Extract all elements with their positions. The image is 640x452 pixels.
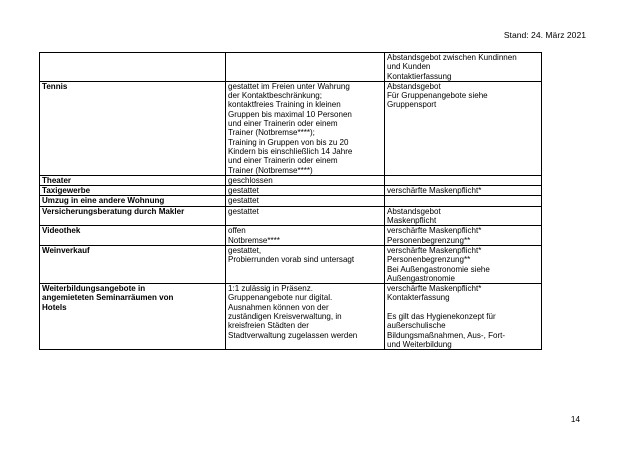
cell-text-line: Es gilt das Hygienekonzept für: [387, 312, 496, 322]
cell-text-line: Videothek: [42, 226, 81, 236]
cell-text-line: angemieteten Seminarräumen von: [42, 293, 174, 303]
table-row: [40, 245, 542, 283]
conditions-cell: [385, 186, 542, 196]
cell-text-line: Bei Außengastronomie siehe: [387, 264, 490, 274]
conditions-cell: [385, 284, 542, 350]
table-row: [40, 284, 542, 350]
permission-status-cell: [226, 175, 385, 185]
permission-status-cell: [226, 226, 385, 246]
table-row: [40, 196, 542, 206]
table-row: [40, 175, 542, 185]
table-row: [40, 81, 542, 175]
cell-text-line: Gruppenangebote nur digital.: [228, 293, 333, 303]
cell-text-line: außerschulische: [387, 321, 446, 331]
cell-text-line: Kontaktierfassung: [387, 71, 452, 81]
cell-text-line: Gruppensport: [387, 100, 437, 110]
conditions-cell: [385, 206, 542, 226]
cell-text-line: Bildungsmaßnahmen, Aus-, Fort-: [387, 330, 506, 340]
cell-text-line: Gruppen bis maximal 10 Personen: [228, 109, 352, 119]
measure-name-cell: [40, 196, 226, 206]
cell-text-line: Theater: [42, 175, 72, 185]
empty-cell-spacer: [387, 176, 539, 185]
conditions-cell: [385, 81, 542, 175]
cell-text-line: Personenbegrenzung**: [387, 255, 471, 265]
cell-text-line: Kindern bis einschließlich 14 Jahre: [228, 146, 353, 156]
table-row: [40, 53, 542, 82]
measure-name-cell: [40, 186, 226, 196]
permission-status-cell: [226, 245, 385, 283]
cell-text-line: Abstandsgebot: [387, 81, 441, 91]
cell-text-line: Maskenpflicht: [387, 216, 437, 226]
table-row: [40, 186, 542, 196]
empty-cell-spacer: [42, 53, 223, 62]
cell-text-line: Trainer (Notbremse****);: [228, 128, 315, 138]
cell-text-line: offen: [228, 226, 246, 236]
cell-text-line: gestattet: [228, 196, 259, 206]
regulations-table: [39, 52, 542, 350]
cell-text-line: Außengastronomie: [387, 273, 455, 283]
permission-status-cell: [226, 206, 385, 226]
cell-text-line: Für Gruppenangebote siehe: [387, 91, 488, 101]
cell-text-line: und einer Trainerin oder einem: [228, 119, 338, 129]
cell-text-line: Weinverkauf: [42, 245, 90, 255]
measure-name-cell: [40, 206, 226, 226]
cell-text-line: verschärfte Maskenpflicht*: [387, 284, 482, 294]
permission-status-cell: [226, 186, 385, 196]
cell-text-line: gestattet: [228, 206, 259, 216]
measure-name-cell: [40, 226, 226, 246]
cell-text-line: Taxigewerbe: [42, 186, 91, 196]
empty-cell-spacer: [387, 196, 539, 205]
permission-status-cell: [226, 196, 385, 206]
measure-name-cell: [40, 81, 226, 175]
cell-text-line: verschärfte Maskenpflicht*: [387, 186, 482, 196]
page-number: 14: [570, 415, 580, 424]
cell-text-line: zuständigen Kreisverwaltung, in: [228, 312, 342, 322]
cell-text-line: und Kunden: [387, 62, 431, 72]
cell-text-line: Abstandsgebot: [387, 206, 441, 216]
measure-name-cell: [40, 175, 226, 185]
blank-line: [387, 303, 539, 312]
cell-text-line: kreisfreien Städten der: [228, 321, 309, 331]
cell-text-line: kontaktfreies Training in kleinen: [228, 100, 341, 110]
permission-status-cell: [226, 53, 385, 82]
conditions-cell: [385, 53, 542, 82]
cell-text-line: verschärfte Maskenpflicht*: [387, 245, 482, 255]
empty-cell-spacer: [228, 53, 382, 62]
cell-text-line: Stadtverwaltung zugelassen werden: [228, 330, 358, 340]
cell-text-line: Ausnahmen können von der: [228, 302, 329, 312]
table-row: [40, 226, 542, 246]
cell-text-line: Hotels: [42, 302, 67, 312]
measure-name-cell: [40, 245, 226, 283]
cell-text-line: Weiterbildungsangebote in: [42, 284, 146, 294]
cell-text-line: 1:1 zulässig in Präsenz.: [228, 284, 313, 294]
cell-text-line: und Weiterbildung: [387, 339, 452, 349]
cell-text-line: Abstandsgebot zwischen Kundinnen: [387, 53, 517, 62]
conditions-cell: [385, 175, 542, 185]
cell-text-line: gestattet: [228, 186, 259, 196]
measure-name-cell: [40, 53, 226, 82]
permission-status-cell: [226, 81, 385, 175]
cell-text-line: geschlossen: [228, 175, 273, 185]
conditions-cell: [385, 226, 542, 246]
document-date-stamp: Stand: 24. März 2021: [503, 30, 586, 40]
cell-text-line: Personenbegrenzung**: [387, 235, 471, 245]
cell-text-line: Versicherungsberatung durch Makler: [42, 206, 185, 216]
cell-text-line: und einer Trainerin oder einem: [228, 156, 338, 166]
conditions-cell: [385, 196, 542, 206]
cell-text-line: der Kontaktbeschränkung;: [228, 91, 322, 101]
cell-text-line: verschärfte Maskenpflicht*: [387, 226, 482, 236]
cell-text-line: Umzug in eine andere Wohnung: [42, 196, 165, 206]
cell-text-line: Trainer (Notbremse****): [228, 165, 313, 175]
cell-text-line: Notbremse****: [228, 235, 280, 245]
measure-name-cell: [40, 284, 226, 350]
regulations-table-body: [40, 53, 542, 350]
cell-text-line: Training in Gruppen von bis zu 20: [228, 137, 349, 147]
cell-text-line: Tennis: [42, 81, 68, 91]
cell-text-line: Kontakterfassung: [387, 293, 450, 303]
table-row: [40, 206, 542, 226]
cell-text-line: gestattet,: [228, 245, 262, 255]
cell-text-line: gestattet im Freien unter Wahrung: [228, 81, 350, 91]
cell-text-line: Probierrunden vorab sind untersagt: [228, 255, 355, 265]
permission-status-cell: [226, 284, 385, 350]
conditions-cell: [385, 245, 542, 283]
